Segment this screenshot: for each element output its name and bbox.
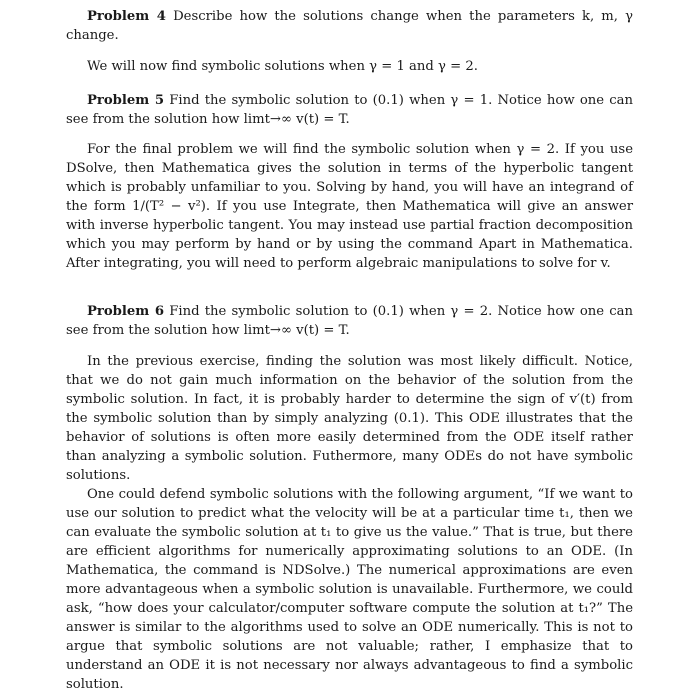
document-page	[66, 0, 633, 700]
problem-4	[66, 7, 633, 45]
final-problem-text: For the final problem we will find the symbolic solution when γ = 2. If you use DSolve, then Mathematica gives the solution in terms of the hyperbolic tangent which is probably unfamiliar to you. Solving by hand, you will have an integrand of the form 1/(T² − v²). If you use Integrate, then Mathematica will give an answer with inverse hyperbolic tangent. You may instead use partial fraction decomposition which you may perform by hand or by using the command Apart in Mathematica. After integrating, you will need to perform algebraic manipulations to solve for v.	[66, 142, 633, 271]
final-problem-paragraph	[66, 140, 633, 273]
intro-paragraph	[66, 57, 633, 76]
problem-5-label: Problem 5	[87, 93, 165, 108]
previous-exercise-paragraph	[66, 352, 633, 485]
problem-6	[66, 302, 633, 340]
problem-5	[66, 91, 633, 129]
intro-text: We will now find symbolic solutions when γ = 1 and γ = 2.	[87, 59, 478, 74]
defense-paragraph	[66, 485, 633, 694]
problem-6-text: Find the symbolic solution to (0.1) when γ = 2. Notice how one can see from the solution how limt→∞ v(t) = T.	[66, 304, 633, 338]
problem-6-label: Problem 6	[87, 304, 165, 319]
previous-exercise-text: In the previous exercise, finding the solution was most likely difficult. Notice, that we do not gain much information on the behavior of the solution from the symbolic solution. In fact, it is probably harder to determine the sign of v′(t) from the symbolic solution than by simply analyzing (0.1). This ODE illustrates that the behavior of solutions is often more easily determined from the ODE itself rather than analyzing a symbolic solution. Futhermore, many ODEs do not have symbolic solutions.	[66, 354, 633, 483]
defense-text: One could defend symbolic solutions with the following argument, “If we want to use our solution to predict what the velocity will be at a particular time t₁, then we can evaluate the symbolic solution at t₁ to give us the value.” That is true, but there are efficient algorithms for numerically approximating solutions to an ODE. (In Mathematica, the command is NDSolve.) The numerical approximations are even more advantageous when a symbolic solution is unavailable. Furthermore, we could ask, “how does your calculator/computer software compute the solution at t₁?” The answer is similar to the algorithms used to solve an ODE numerically. This is not to argue that symbolic solutions are not valuable; rather, I emphasize that to understand an ODE it is not necessary nor always advantageous to find a symbolic solution.	[66, 487, 633, 692]
problem-5-text: Find the symbolic solution to (0.1) when γ = 1. Notice how one can see from the solution how limt→∞ v(t) = T.	[66, 93, 633, 127]
problem-4-label: Problem 4	[87, 9, 166, 24]
problem-4-text: Describe how the solutions change when the parameters k, m, γ change.	[66, 9, 633, 43]
